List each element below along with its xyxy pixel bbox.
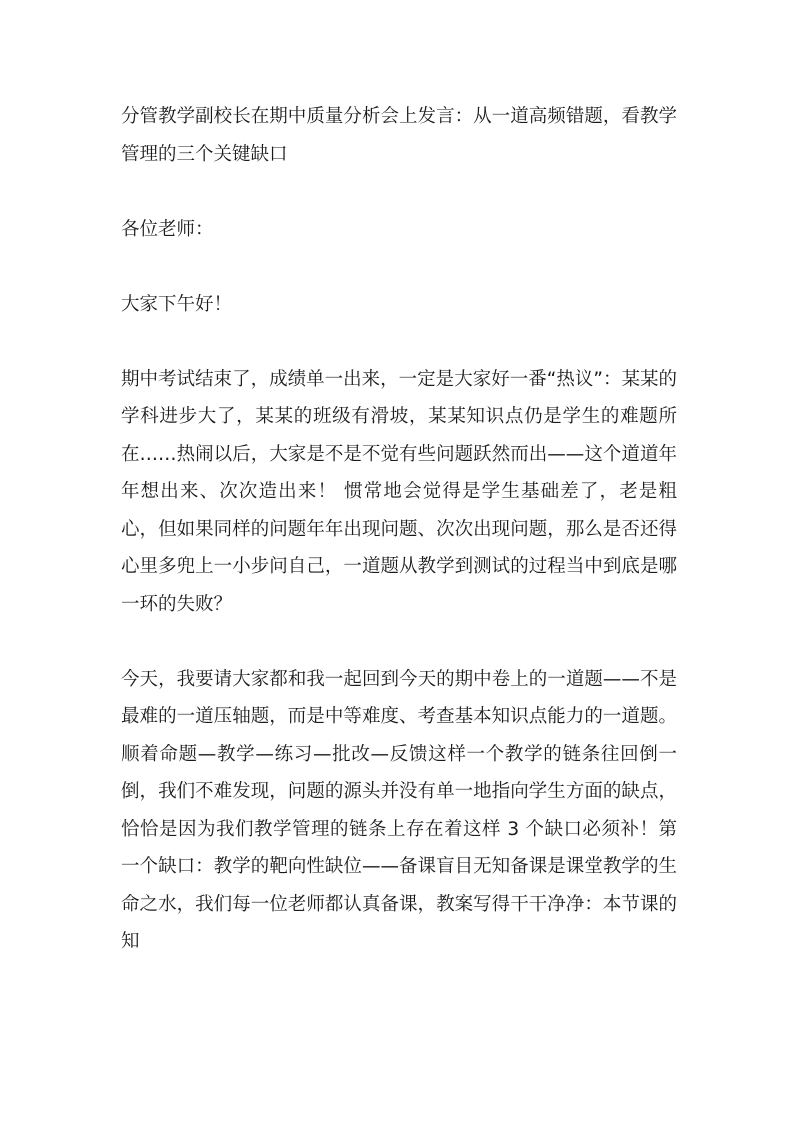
paragraph-2: 今天，我要请大家都和我一起回到今天的期中卷上的一道题——不是最难的一道压轴题，而是中等难度、考查基本知识点能力的一道题。顺着命题—教学—练习—批改—反馈这样一个教学的链条往回倒一倒，我们不难发现，问题的源头并没有单一地指向学生方面的缺点，恰恰是因为我们教学管理的链条上存在着这样 3 个缺口必须补！第一个缺口：教学的靶向性缺位——备课盲目无知备课是课堂教学的生命之水，我们每一位老师都认真备课，教案写得干干净净：本节课的知 xyxy=(121,668,677,952)
greeting: 大家下午好！ xyxy=(121,293,233,315)
document-body xyxy=(121,98,677,998)
document-title: 分管教学副校长在期中质量分析会上发言：从一道高频错题，看教学管理的三个关键缺口 xyxy=(121,106,677,165)
salutation: 各位老师： xyxy=(121,218,214,240)
paragraph-1: 期中考试结束了，成绩单一出来，一定是大家好一番“热议”：某某的学科进步大了，某某的班级有滑坡，某某知识点仍是学生的难题所在……热闹以后，大家是不是不觉有些问题跃然而出——这个道道年年想出来、次次造出来！ 惯常地会觉得是学生基础差了，老是粗心，但如果同样的问题年年出现问题、次次出现问题，那么是否还得心里多兜上一小步问自己，一道题从教学到测试的过程当中到底是哪一环的失败？ xyxy=(121,368,677,615)
